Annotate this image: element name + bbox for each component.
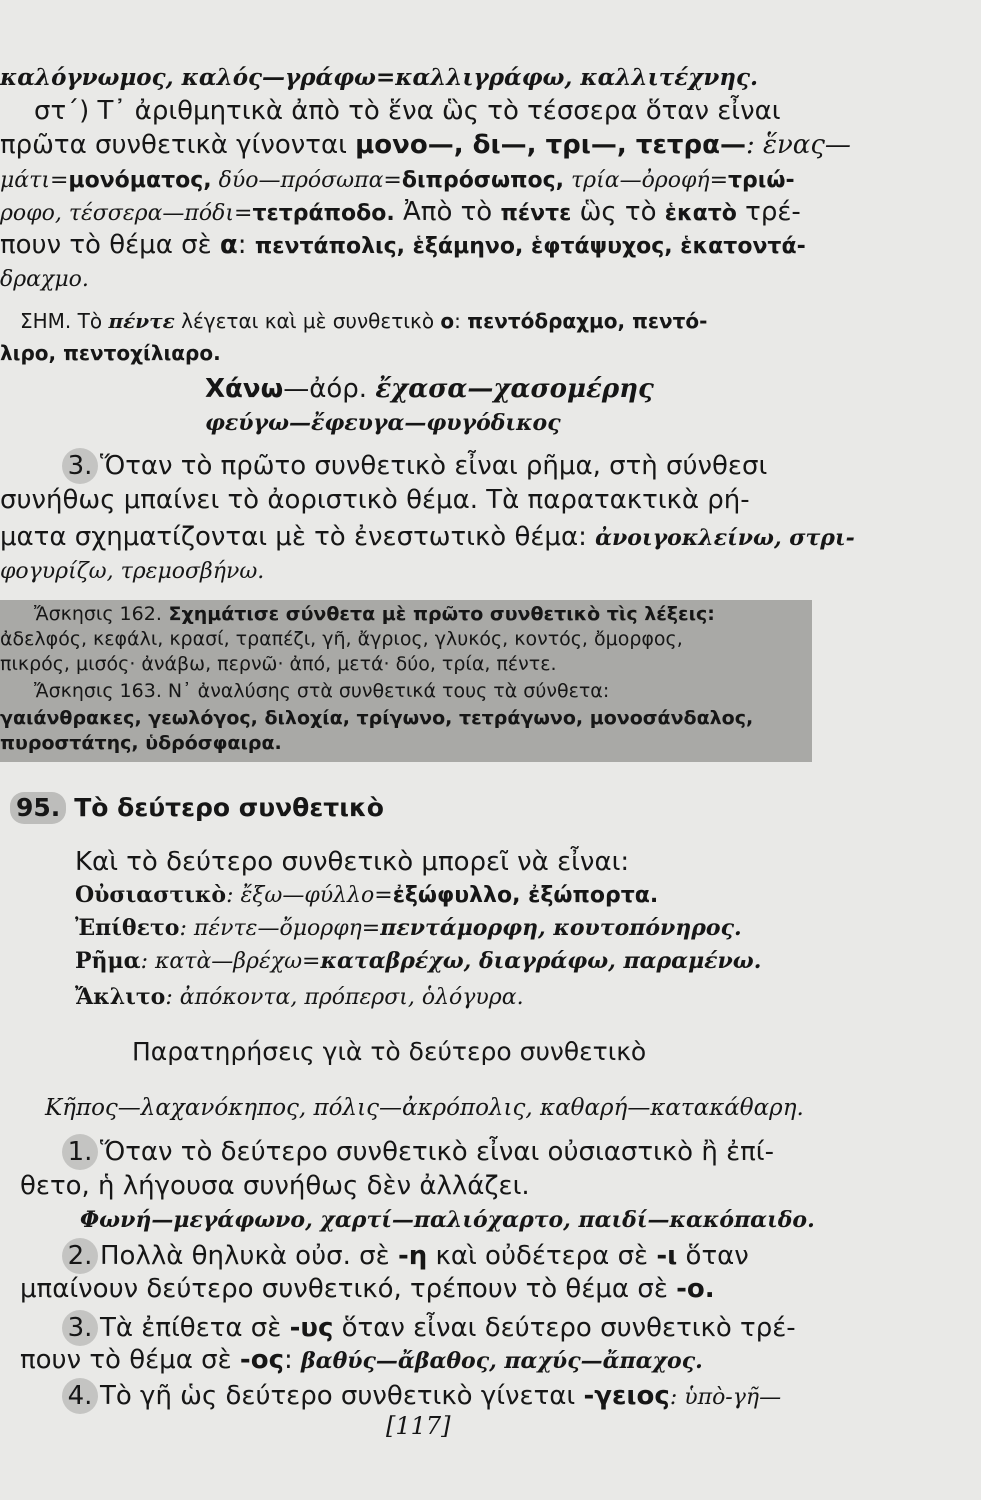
- verb-line: Ρῆμα: κατὰ—βρέχω=καταβρέχω, διαγράφω, παραμένω.: [75, 948, 762, 974]
- line-3: πρῶτα συνθετικὰ γίνονται μονο—, δι—, τρι—, τετρα—: ἕνας—: [0, 130, 851, 160]
- observations-heading: Παρατηρήσεις γιὰ τὸ δεύτερο συνθετικὸ: [132, 1037, 647, 1066]
- exercise-163: Ἄσκησις 163. Ν᾿ ἀναλύσης στὰ συνθετικά τους τὰ σύνθετα:: [34, 680, 610, 702]
- section-title: Τὸ δεύτερο συνθετικὸ: [74, 793, 384, 822]
- page-number: [117]: [386, 1412, 451, 1440]
- exercise-163-words-1: γαιάνθρακες, γεωλόγος, διλοχία, τρίγωνο, τετράγωνο, μονοσάνδαλος,: [0, 707, 754, 729]
- section-95-intro: Καὶ τὸ δεύτερο συνθετικὸ μπορεῖ νὰ εἶναι:: [75, 847, 630, 877]
- rule-3b-line-1: 3. Τὰ ἐπίθετα σὲ -υς ὅταν εἶναι δεύτερο συνθετικὸ τρέ-: [62, 1310, 796, 1346]
- exercise-163-words-2: πυροστάτης, ὑδρόσφαιρα.: [0, 732, 282, 754]
- adjective-line: Ἐπίθετο: πέντε—ὄμορφη=πεντάμορφη, κουτοπόνηρος.: [75, 915, 742, 941]
- rule-2-line-1: 2. Πολλὰ θηλυκὰ οὐσ. σὲ -η καὶ οὐδέτερα σὲ -ι ὅταν: [62, 1238, 749, 1274]
- line-8: ΣΗΜ. Τὸ πέντε λέγεται καὶ μὲ συνθετικὸ ο: πεντόδραχμο, πεντό-: [20, 309, 708, 333]
- line-10: Χάνω—ἀόρ. ἔχασα—χασομέρης: [205, 374, 654, 404]
- rule-4-line-1: 4. Τὸ γῆ ὡς δεύτερο συνθετικὸ γίνεται -γειος: ὑπὸ-γῆ—: [62, 1378, 781, 1414]
- exercise-162: Ἄσκησις 162. Σχημάτισε σύνθετα μὲ πρῶτο συνθετικὸ τὶς λέξεις:: [34, 603, 715, 625]
- rule-3b-line-2: πουν τὸ θέμα σὲ -ος: βαθύς—ἄβαθος, παχύς—ἄπαχος.: [20, 1345, 703, 1375]
- line-9: λιρο, πεντοχίλιαρο.: [0, 341, 221, 365]
- rule-3-line-2: συνήθως μπαίνει τὸ ἀοριστικὸ θέμα. Τὰ παρατακτικὰ ρή-: [0, 485, 750, 515]
- line-11: φεύγω—ἔφευγα—φυγόδικος: [205, 410, 561, 436]
- garden-examples: Κῆπος—λαχανόκηπος, πόλις—ἀκρόπολις, καθαρή—κατακάθαρη.: [45, 1095, 804, 1121]
- indeclinable-line: Ἄκλιτο: ἀπόκοντα, πρόπερσι, ὁλόγυρα.: [75, 984, 524, 1010]
- line-7: δραχμο.: [0, 267, 89, 292]
- exercise-162-words-2: πικρός, μισός· ἀνάβω, περνῶ· ἀπό, μετά· δύο, τρία, πέντε.: [0, 653, 557, 675]
- rule-2-line-2: μπαίνουν δεύτερο συνθετικό, τρέπουν τὸ θέμα σὲ -ο.: [20, 1274, 715, 1304]
- rule-number-badge: 3.: [62, 448, 98, 484]
- rule-3-line-4: φογυρίζω, τρεμοσβήνω.: [0, 559, 265, 584]
- rule-3-line-3: ματα σχηματίζονται μὲ τὸ ἐνεστωτικὸ θέμα: ἀνοιγοκλείνω, στρι-: [0, 522, 855, 552]
- rule-1-line-1: 1. Ὅταν τὸ δεύτερο συνθετικὸ εἶναι οὐσιαστικὸ ἢ ἐπί-: [62, 1134, 774, 1170]
- rule-number-badge: 3.: [62, 1310, 98, 1346]
- section-number: 95.: [10, 792, 66, 824]
- rule-1-line-2: θετο, ἡ λήγουσα συνήθως δὲν ἀλλάζει.: [20, 1171, 530, 1201]
- rule-3-line-1: 3. Ὅταν τὸ πρῶτο συνθετικὸ εἶναι ρῆμα, στὴ σύνθεσι: [62, 448, 767, 484]
- rule-number-badge: 4.: [62, 1378, 98, 1414]
- line-1: καλόγνωμος, καλός—γράφω=καλλιγράφω, καλλιτέχνης.: [0, 64, 759, 91]
- exercise-box: [0, 600, 812, 762]
- exercise-162-words-1: ἀδελφός, κεφάλι, κρασί, τραπέζι, γῆ, ἄγριος, γλυκός, κοντός, ὄμορφος,: [0, 628, 683, 650]
- line-2: στ΄) Τ᾿ ἀριθμητικὰ ἀπὸ τὸ ἕνα ὣς τὸ τέσσερα ὅταν εἶναι: [34, 96, 781, 126]
- line-5: ροφο, τέσσερα—πόδι=τετράποδο. Ἀπὸ τὸ πέντε ὣς τὸ ἑκατὸ τρέ-: [0, 197, 801, 227]
- line-6: πουν τὸ θέμα σὲ α: πεντάπολις, ἑξάμηνο, ἑφτάψυχος, ἑκατοντά-: [0, 230, 806, 260]
- rule-number-badge: 2.: [62, 1238, 98, 1274]
- rule-number-badge: 1.: [62, 1134, 98, 1170]
- noun-line: Οὐσιαστικὸ: ἔξω—φύλλο=ἐξώφυλλο, ἐξώπορτα.: [75, 882, 659, 908]
- section-95-heading: [10, 792, 384, 824]
- rule-1-examples: Φωνή—μεγάφωνο, χαρτί—παλιόχαρτο, παιδί—κακόπαιδο.: [80, 1207, 815, 1233]
- line-4: μάτι=μονόματος, δύο—πρόσωπα=διπρόσωπος, τρία—ὀροφή=τριώ-: [0, 168, 795, 193]
